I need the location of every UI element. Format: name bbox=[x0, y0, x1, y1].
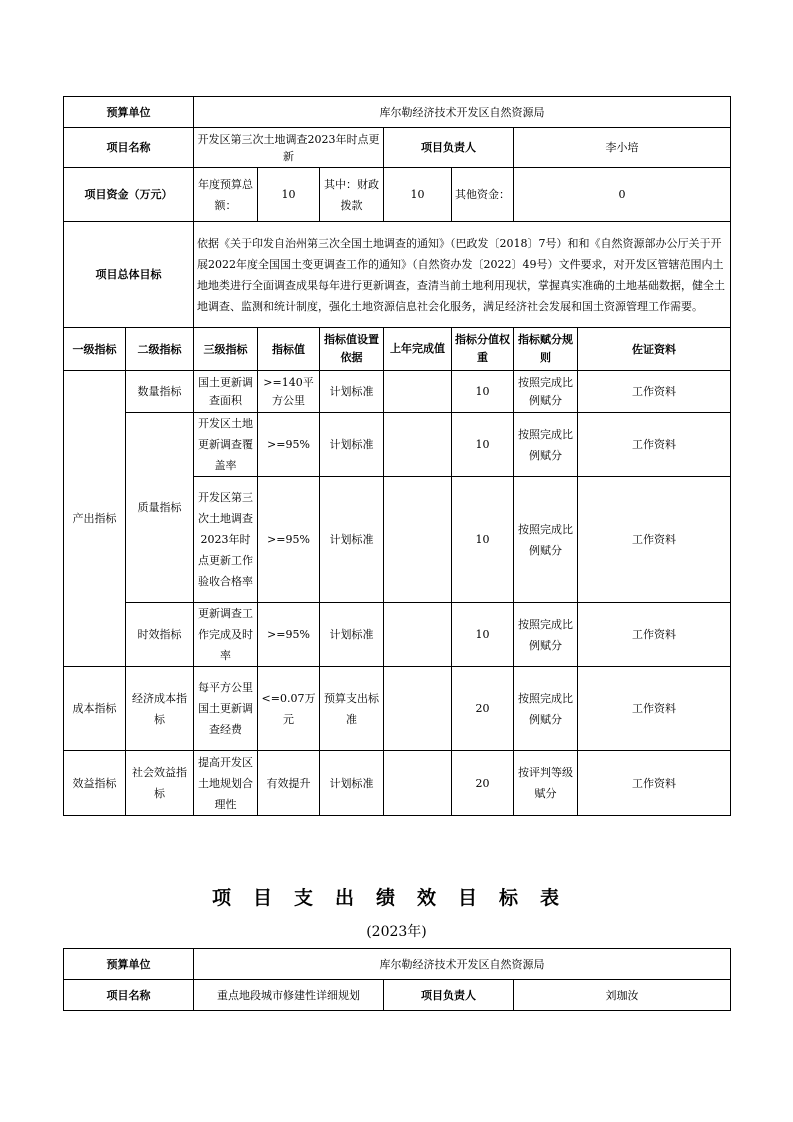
fiscal-funds-label: 其中：财政拨款 bbox=[320, 168, 384, 222]
performance-table-2 bbox=[63, 948, 731, 1011]
project-leader-label: 项目负责人 bbox=[384, 128, 514, 168]
project-name-value: 重点地段城市修建性详细规划 bbox=[194, 980, 384, 1011]
level2-quality: 质量指标 bbox=[126, 413, 194, 603]
previous-cell bbox=[384, 751, 452, 816]
rule-cell: 按照完成比例赋分 bbox=[514, 477, 578, 603]
table-row bbox=[64, 603, 731, 667]
table-row bbox=[64, 667, 731, 751]
header-weight: 指标分值权重 bbox=[452, 328, 514, 371]
previous-cell bbox=[384, 667, 452, 751]
level3-cell: 开发区第三次土地调查2023年时点更新工作验收合格率 bbox=[194, 477, 258, 603]
previous-cell bbox=[384, 371, 452, 413]
value-cell: <=0.07万元 bbox=[258, 667, 320, 751]
evidence-cell: 工作资料 bbox=[578, 751, 731, 816]
evidence-cell: 工作资料 bbox=[578, 371, 731, 413]
header-previous: 上年完成值 bbox=[384, 328, 452, 371]
rule-cell: 按照完成比例赋分 bbox=[514, 371, 578, 413]
project-funds-label: 项目资金（万元） bbox=[64, 168, 194, 222]
level3-cell: 提高开发区土地规划合理性 bbox=[194, 751, 258, 816]
annual-budget-label: 年度预算总额： bbox=[194, 168, 258, 222]
level2-timeliness: 时效指标 bbox=[126, 603, 194, 667]
overall-goal-text: 依据《关于印发自治州第三次全国土地调查的通知》（巴政发〔2018〕7号）和和《自然资源部办公厅关于开展2022年度全国国土变更调查工作的通知》（自然资办发〔2022〕49号）文件要求，对开发区管辖范围内土地地类进行全面调查成果每年进行更新调查，查清当前土地利用现状，掌握真实准确的土地基础数据，健全土地调查、监测和统计制度，强化土地资源信息社会化服务，满足经济社会发展和国土资源管理工作需要。 bbox=[194, 222, 731, 328]
header-level1: 一级指标 bbox=[64, 328, 126, 371]
previous-cell bbox=[384, 477, 452, 603]
evidence-cell: 工作资料 bbox=[578, 413, 731, 477]
fiscal-funds-value: 10 bbox=[384, 168, 452, 222]
level3-cell: 开发区土地更新调查覆盖率 bbox=[194, 413, 258, 477]
weight-cell: 10 bbox=[452, 371, 514, 413]
evidence-cell: 工作资料 bbox=[578, 667, 731, 751]
evidence-cell: 工作资料 bbox=[578, 477, 731, 603]
value-cell: >=140平方公里 bbox=[258, 371, 320, 413]
rule-cell: 按评判等级赋分 bbox=[514, 751, 578, 816]
project-leader-label: 项目负责人 bbox=[384, 980, 514, 1011]
rule-cell: 按照完成比例赋分 bbox=[514, 413, 578, 477]
level1-output: 产出指标 bbox=[64, 371, 126, 667]
header-rule: 指标赋分规则 bbox=[514, 328, 578, 371]
basis-cell: 计划标准 bbox=[320, 371, 384, 413]
annual-budget-value: 10 bbox=[258, 168, 320, 222]
project-leader-value: 李小培 bbox=[514, 128, 731, 168]
basis-cell: 计划标准 bbox=[320, 477, 384, 603]
project-name-value: 开发区第三次土地调查2023年时点更新 bbox=[194, 128, 384, 168]
header-value: 指标值 bbox=[258, 328, 320, 371]
basis-cell: 预算支出标准 bbox=[320, 667, 384, 751]
level3-cell: 国土更新调查面积 bbox=[194, 371, 258, 413]
weight-cell: 10 bbox=[452, 413, 514, 477]
basis-cell: 计划标准 bbox=[320, 751, 384, 816]
page-title: 项目支出绩效目标表 bbox=[211, 887, 581, 909]
header-level3: 三级指标 bbox=[194, 328, 258, 371]
header-level2: 二级指标 bbox=[126, 328, 194, 371]
table-row bbox=[64, 371, 731, 413]
weight-cell: 20 bbox=[452, 751, 514, 816]
project-leader-value: 刘珈汝 bbox=[514, 980, 731, 1011]
value-cell: >=95% bbox=[258, 477, 320, 603]
performance-table-1 bbox=[63, 96, 731, 816]
level1-benefit: 效益指标 bbox=[64, 751, 126, 816]
weight-cell: 10 bbox=[452, 603, 514, 667]
rule-cell: 按照完成比例赋分 bbox=[514, 667, 578, 751]
budget-unit-label: 预算单位 bbox=[64, 97, 194, 128]
value-cell: 有效提升 bbox=[258, 751, 320, 816]
budget-unit-value: 库尔勒经济技术开发区自然资源局 bbox=[194, 97, 731, 128]
rule-cell: 按照完成比例赋分 bbox=[514, 603, 578, 667]
overall-goal-label: 项目总体目标 bbox=[64, 222, 194, 328]
project-name-label: 项目名称 bbox=[64, 980, 194, 1011]
table-row bbox=[64, 413, 731, 477]
basis-cell: 计划标准 bbox=[320, 413, 384, 477]
project-name-label: 项目名称 bbox=[64, 128, 194, 168]
value-cell: >=95% bbox=[258, 413, 320, 477]
header-basis: 指标值设置依据 bbox=[320, 328, 384, 371]
level2-econ-cost: 经济成本指标 bbox=[126, 667, 194, 751]
level2-social: 社会效益指标 bbox=[126, 751, 194, 816]
other-funds-label: 其他资金： bbox=[452, 168, 514, 222]
basis-cell: 计划标准 bbox=[320, 603, 384, 667]
header-evidence: 佐证资料 bbox=[578, 328, 731, 371]
previous-cell bbox=[384, 603, 452, 667]
level3-cell: 更新调查工作完成及时率 bbox=[194, 603, 258, 667]
other-funds-value: 0 bbox=[514, 168, 731, 222]
weight-cell: 20 bbox=[452, 667, 514, 751]
level1-cost: 成本指标 bbox=[64, 667, 126, 751]
value-cell: >=95% bbox=[258, 603, 320, 667]
table-row bbox=[64, 751, 731, 816]
evidence-cell: 工作资料 bbox=[578, 603, 731, 667]
level3-cell: 每平方公里国土更新调查经费 bbox=[194, 667, 258, 751]
previous-cell bbox=[384, 413, 452, 477]
weight-cell: 10 bbox=[452, 477, 514, 603]
budget-unit-label: 预算单位 bbox=[64, 949, 194, 980]
year-subtitle: (2023年) bbox=[366, 924, 427, 940]
budget-unit-value: 库尔勒经济技术开发区自然资源局 bbox=[194, 949, 731, 980]
level2-quantity: 数量指标 bbox=[126, 371, 194, 413]
